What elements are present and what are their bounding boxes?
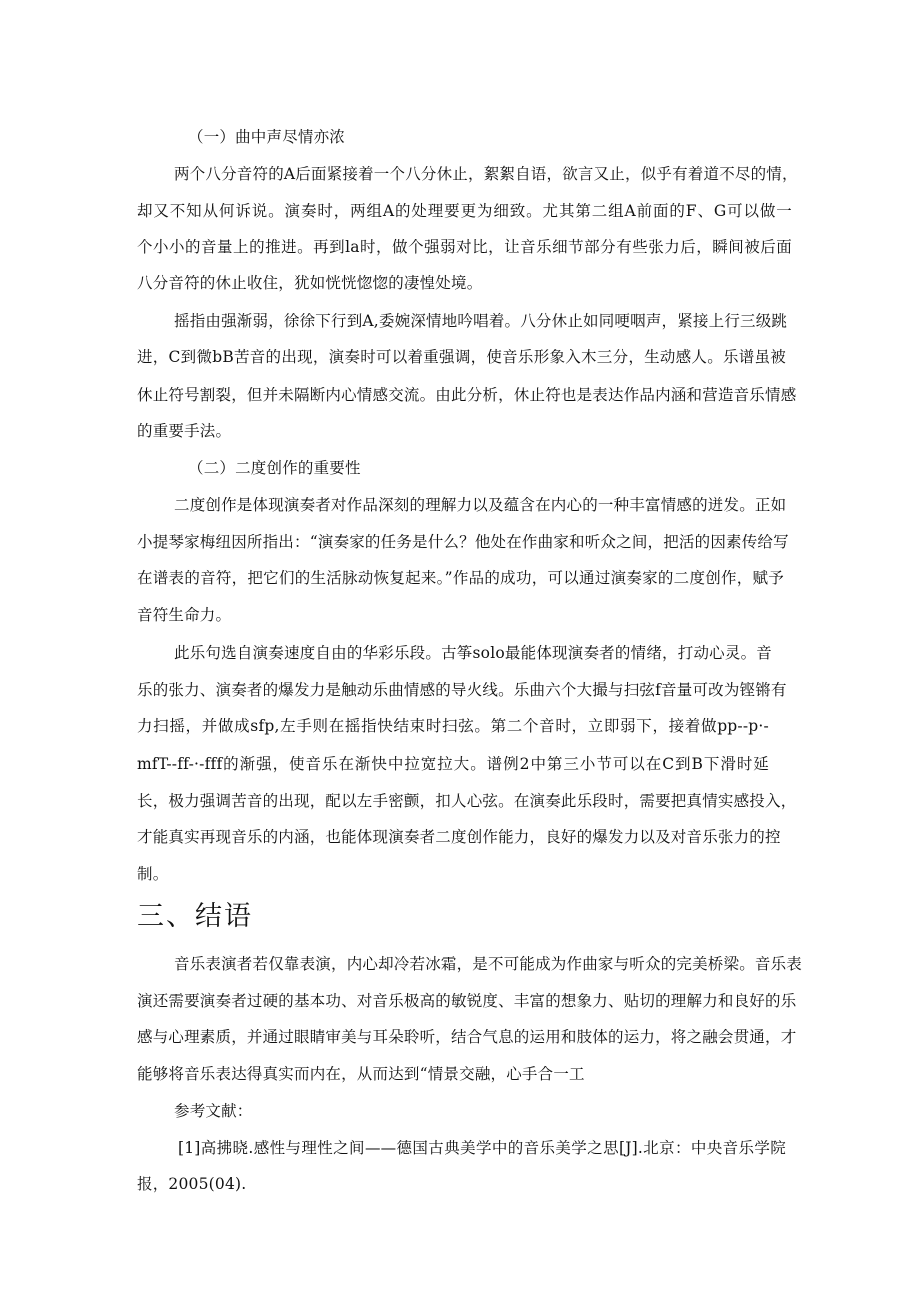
para1-line3: 个小小的音量上的推进。再到la时，做个强弱对比，让音乐细节部分有些张力后，瞬间被后面 (137, 238, 792, 256)
para3-line4: 音符生命力。 (137, 606, 232, 624)
subheading-1: （一）曲中声尽情亦浓 (188, 128, 346, 146)
para3-line2: 小提琴家梅纽因所指出：“演奏家的任务是什么？他处在作曲家和听众之间，把活的因素传给写 (137, 533, 789, 551)
subheading-2: （二）二度创作的重要性 (188, 459, 361, 477)
para4-line6: 才能真实再现音乐的内涵，也能体现演奏者二度创作能力，良好的爆发力以及对音乐张力的控 (137, 828, 781, 846)
para4-line7: 制。 (137, 865, 169, 883)
para2-line2: 进，C到微bB苦音的出现，演奏时可以着重强调，使音乐形象入木三分，生动感人。乐谱虽被 (137, 348, 786, 366)
para1-line1: 两个八分音符的A后面紧接着一个八分休止，絮絮自语，欲言又止，似乎有着道不尽的情， (174, 165, 798, 183)
references-label: 参考文献： (174, 1102, 253, 1120)
conclusion-line2: 演还需要演奏者过硬的基本功、对音乐极高的敏锐度、丰富的想象力、贴切的理解力和良好的乐 (137, 992, 797, 1010)
conclusion-line4: 能够将音乐表达得真实而内在，从而达到“情景交融，心手合一工 (137, 1065, 585, 1083)
reference-1-line2: 报，2005(04). (137, 1175, 247, 1193)
conclusion-line1: 音乐表演者若仅靠表演，内心却冷若冰霜，是不可能成为作曲家与听众的完美桥梁。音乐表 (174, 955, 803, 973)
reference-1-line1: [1]高拂晓.感性与理性之间——德国古典美学中的音乐美学之思[J].北京：中央音乐学院 (178, 1139, 786, 1157)
para2-line1: 摇指由强渐弱，徐徐下行到A,委婉深情地吟唱着。八分休止如同哽咽声，紧接上行三级跳 (174, 312, 788, 330)
para4-line3: 力扫摇，并做成sfp,左手则在摇指快结束时扫弦。第二个音时，立即弱下，接着做pp--p·- (137, 717, 769, 735)
para2-line3: 休止符号割裂，但并未隔断内心情感交流。由此分析，休止符也是表达作品内涵和营造音乐情感 (137, 386, 797, 404)
para3-line3: 在谱表的音符，把它们的生活脉动恢复起来。”作品的成功，可以通过演奏家的二度创作，赋予 (137, 569, 784, 587)
para3-line1: 二度创作是体现演奏者对作品深刻的理解力以及蕴含在内心的一种丰富情感的迸发。正如 (174, 496, 787, 514)
para1-line2: 却又不知从何诉说。演奏时，两组A的处理要更为细致。尤其第二组A前面的F、G可以做一 (137, 202, 792, 220)
section-heading-conclusion: 三、结语 (137, 901, 253, 932)
para4-line1: 此乐句选自演奏速度自由的华彩乐段。古筝solo最能体现演奏者的情绪，打动心灵。音 (174, 644, 772, 662)
para1-line4: 八分音符的休止收住，犹如恍恍惚惚的凄惶处境。 (137, 274, 483, 292)
para4-line2: 乐的张力、演奏者的爆发力是触动乐曲情感的导火线。乐曲六个大撮与扫弦f音量可改为铿锵有 (137, 681, 787, 699)
para2-line4: 的重要手法。 (137, 422, 232, 440)
conclusion-line3: 感与心理素质，并通过眼睛审美与耳朵聆听，结合气息的运用和肢体的运力，将之融会贯通，才 (137, 1028, 797, 1046)
para4-line5: 长，极力强调苦音的出现，配以左手密颤，扣人心弦。在演奏此乐段时，需要把真情实感投入， (137, 792, 797, 810)
para4-line4: mfT--ff-·-fff的渐强，使音乐在渐快中拉宽拉大。谱例2中第三小节可以在C到B下滑时延 (137, 755, 769, 773)
